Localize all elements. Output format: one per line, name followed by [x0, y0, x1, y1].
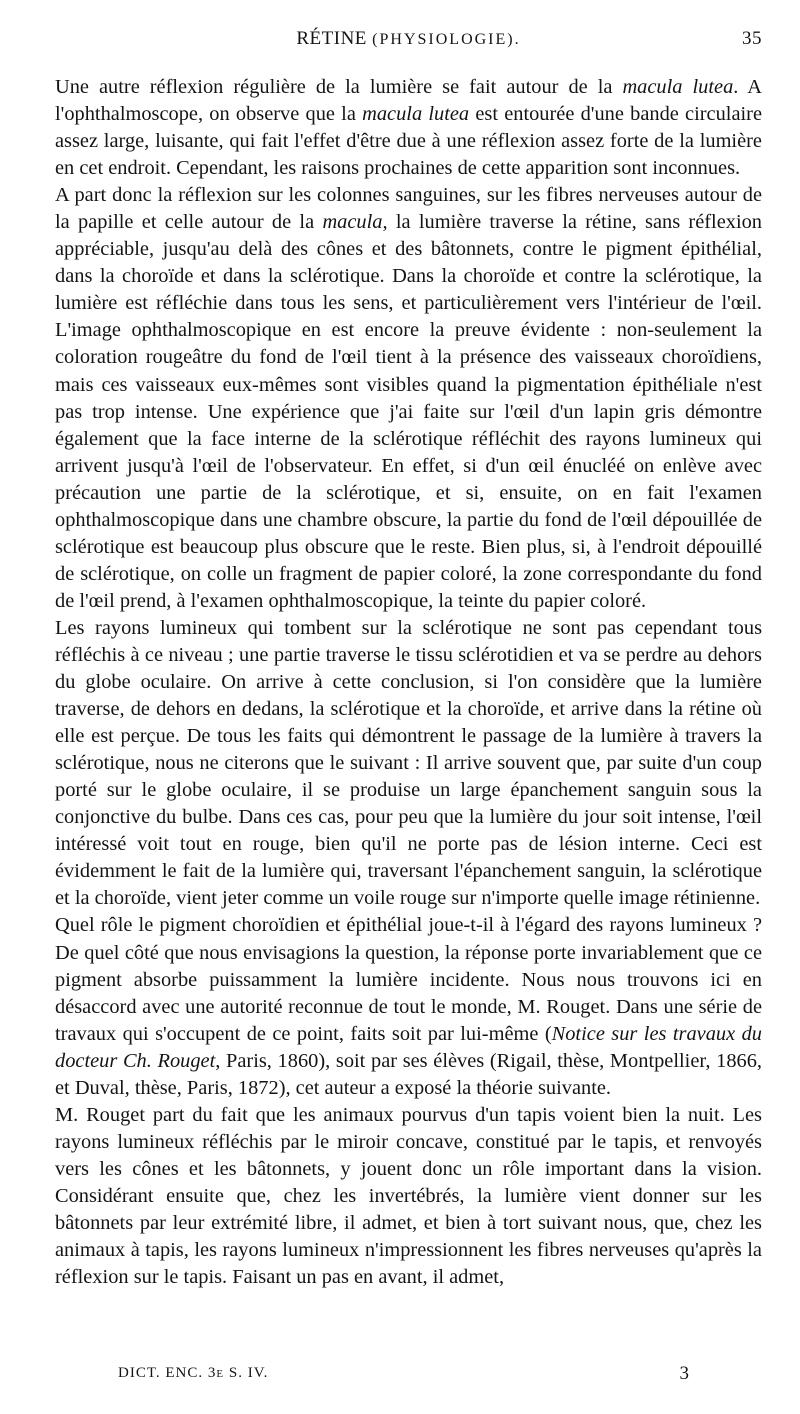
body-text [55, 74, 762, 1291]
page-footer [118, 1365, 690, 1391]
running-title-sub: (PHYSIOLOGIE). [372, 31, 521, 48]
text-run: M. Rouget part du fait que les animaux pourvus d'un tapis voient bien la nuit. Les rayons lumineux réfléchis par le miroir concave, constitué par le tapis, et renvoyés vers les cônes et les bâtonnets, y jouent donc un rôle important dans la vision. Considérant ensuite que, chez les invertébrés, la lumière vient donner sur les bâtonnets par leur extrémité libre, il admet, et bien à tort suivant nous, que, chez les animaux à tapis, les rayons lumineux n'impressionnent les fibres nerveuses qu'après la réflexion sur le tapis. Faisant un pas en avant, il admet, [55, 1103, 762, 1289]
italic-run: Notice sur les travaux du docteur Ch. Rouget [55, 1022, 762, 1072]
text-run: , Paris, 1860), soit par ses élèves (Rigail, thèse, Montpellier, 1866, et Duval, thèse, Paris, 1872), cet auteur a exposé la théorie suivante. [55, 1049, 763, 1099]
footer-sheet-number: 3 [679, 1363, 690, 1384]
footer-signature: DICT. ENC. 3e S. IV. [118, 1365, 269, 1381]
text-run: . A l'ophthalmoscope, on observe que la [55, 76, 762, 126]
text-run: Quel rôle le pigment choroïdien et épithélial joue-t-il à l'égard des rayons lumineux ? De quel côté que nous envisagions la question, la réponse porte invariablement que ce pigment absorbe puissamment la lumière incidente. Nous nous trouvons ici en désaccord avec une autorité reconnue de tout le monde, M. Rouget. Dans une série de travaux qui s'occupent de ce point, faits soit par lui-même ( [55, 914, 762, 1045]
text-run: Une autre réflexion régulière de la lumière se fait autour de la [55, 76, 623, 98]
italic-run: macula lutea [362, 103, 470, 126]
text-run: est entourée d'une bande circulaire assez large, luisante, qui fait l'effet d'être due à une réflexion assez forte de la lumière en cet endroit. Cependant, les raisons prochaines de cette apparition sont inconnues. [55, 103, 762, 180]
paragraph [55, 1102, 762, 1291]
text-run: Les rayons lumineux qui tombent sur la sclérotique ne sont pas cependant tous réfléchis à ce niveau ; une partie traverse le tissu sclérotidien et va se perdre au dehors du globe oculaire. On arrive à cette conclusion, si l'on considère que la lumière traverse, de dehors en dedans, la sclérotique et la choroïde, et arrive dans la rétine où elle est perçue. De tous les faits qui démontrent le passage de la lumière à travers la sclérotique, nous ne citerons que le suivant : Il arrive souvent que, par suite d'un coup porté sur le globe oculaire, il se produise un large épanchement sanguin sous la conjonctive du bulbe. Dans ces cas, pour peu que la lumière du jour soit intense, l'œil intéressé voit tout en rouge, bien qu'il ne porte pas de lésion interne. Ceci est évidemment le fait de la lumière qui, traversant l'épanchement sanguin, la sclérotique et la choroïde, vient jeter comme un voile rouge sur n'importe quelle image rétinienne. [55, 616, 762, 910]
running-title-main: RÉTINE [296, 28, 367, 49]
text-run: , la lumière traverse la rétine, sans réflexion appréciable, jusqu'au delà des cônes et des bâtonnets, contre le pigment épithélial, dans la choroïde et dans la sclérotique. Dans la choroïde et contre la sclérotique, la lumière est réfléchie dans tous les sens, et particulièrement vers l'intérieur de l'œil. L'image ophthalmoscopique en est encore la preuve évidente : non-seulement la coloration rougeâtre du fond de l'œil tient à la présence des vaisseaux choroïdiens, mais ces vaisseaux eux-mêmes sont visibles quand la pigmentation épithéliale n'est pas trop intense. Une expérience que j'ai faite sur l'œil d'un lapin gris démontre également que la face interne de la sclérotique réfléchit des rayons lumineux qui arrivent jusqu'à l'œil de l'observateur. En effet, si d'un œil énucléé on enlève avec précaution une partie de la sclérotique, et si, ensuite, on en fait l'examen ophthalmoscopique dans une chambre obscure, la partie du fond de l'œil dépouillée de sclérotique est beaucoup plus obscure que le reste. Bien plus, si, à l'endroit dépouillé de sclérotique, on colle un fragment de papier coloré, la zone correspondante du fond de l'œil prend, à l'examen ophthalmoscopique, la teinte du papier coloré. [55, 211, 763, 612]
paragraph [55, 912, 762, 1101]
running-head [55, 6, 762, 49]
paragraph [55, 615, 762, 913]
page-number: 35 [742, 28, 762, 49]
italic-run: macula lutea [622, 76, 734, 98]
running-title [55, 28, 762, 50]
italic-run: macula [322, 211, 383, 234]
text-run: A part donc la réflexion sur les colonnes sanguines, sur les fibres nerveuses autour de la papille et celle autour de la [55, 184, 762, 234]
paragraph [55, 182, 762, 615]
paragraph [55, 74, 762, 182]
